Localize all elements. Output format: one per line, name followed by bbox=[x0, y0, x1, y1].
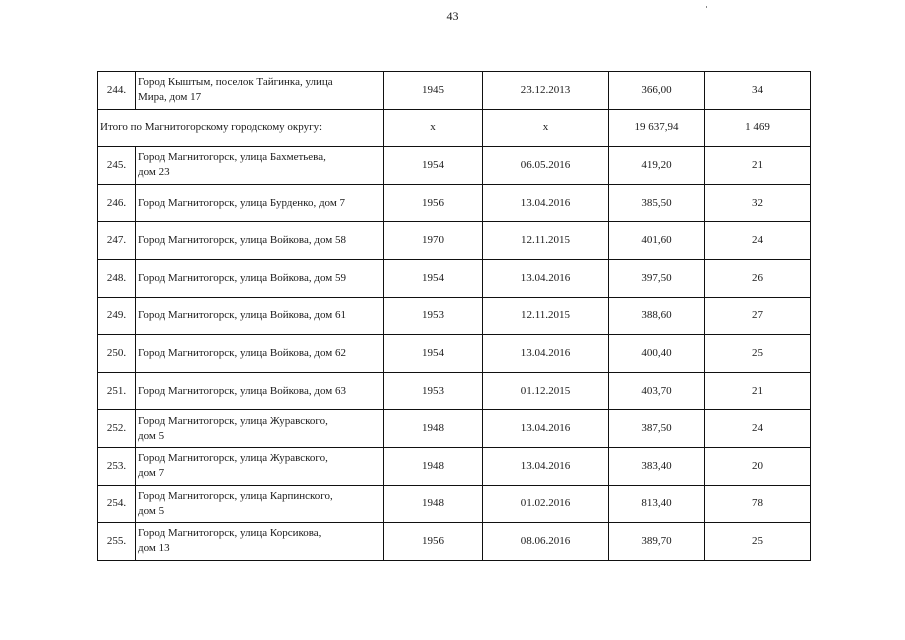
table-row bbox=[98, 485, 811, 523]
count-cell: 32 bbox=[705, 184, 811, 222]
row-number: 245. bbox=[98, 147, 136, 185]
address-line-2: дом 5 bbox=[138, 504, 165, 517]
address-line-1: Город Магнитогорск, улица Корсикова, bbox=[138, 527, 322, 540]
year-cell: х bbox=[384, 109, 483, 147]
row-number: 253. bbox=[98, 447, 136, 485]
area-cell: 403,70 bbox=[609, 372, 705, 410]
date-cell: 13.04.2016 bbox=[483, 335, 609, 373]
date-cell: 01.02.2016 bbox=[483, 485, 609, 523]
count-cell: 21 bbox=[705, 147, 811, 185]
date-cell: 12.11.2015 bbox=[483, 297, 609, 335]
count-cell: 27 bbox=[705, 297, 811, 335]
address-line-1: Город Магнитогорск, улица Бахметьева, bbox=[138, 151, 326, 164]
count-cell: 34 bbox=[705, 72, 811, 110]
page-number: 43 bbox=[446, 9, 459, 23]
address-line-1: Город Магнитогорск, улица Карпинского, bbox=[138, 489, 333, 502]
scan-speck bbox=[706, 6, 707, 8]
year-cell: 1945 bbox=[384, 72, 483, 110]
address-cell bbox=[136, 259, 384, 297]
count-cell: 78 bbox=[705, 485, 811, 523]
year-cell: 1953 bbox=[384, 297, 483, 335]
table-row bbox=[98, 222, 811, 260]
area-cell: 400,40 bbox=[609, 335, 705, 373]
table-row bbox=[98, 297, 811, 335]
area-cell: 387,50 bbox=[609, 410, 705, 448]
row-number: 251. bbox=[98, 372, 136, 410]
address-cell bbox=[136, 447, 384, 485]
row-number: 247. bbox=[98, 222, 136, 260]
area-cell: 389,70 bbox=[609, 523, 705, 561]
date-cell: 01.12.2015 bbox=[483, 372, 609, 410]
address-line-1: Город Магнитогорск, улица Войкова, дом 59 bbox=[138, 271, 346, 284]
row-number: 254. bbox=[98, 485, 136, 523]
address-cell bbox=[136, 297, 384, 335]
count-cell: 24 bbox=[705, 222, 811, 260]
table-row bbox=[98, 72, 811, 110]
row-number: 250. bbox=[98, 335, 136, 373]
address-line-1: Город Магнитогорск, улица Бурденко, дом 7 bbox=[138, 196, 346, 209]
table-row bbox=[98, 335, 811, 373]
count-cell: 25 bbox=[705, 523, 811, 561]
count-cell: 24 bbox=[705, 410, 811, 448]
address-cell bbox=[136, 335, 384, 373]
address-line-2: дом 13 bbox=[138, 542, 170, 555]
address-cell bbox=[136, 72, 384, 110]
area-cell: 397,50 bbox=[609, 259, 705, 297]
address-cell bbox=[136, 485, 384, 523]
address-line-1: Город Кыштым, поселок Тайгинка, улица bbox=[138, 76, 333, 89]
buildings-table bbox=[97, 71, 811, 561]
address-cell bbox=[136, 523, 384, 561]
address-line-1: Город Магнитогорск, улица Войкова, дом 63 bbox=[138, 384, 346, 397]
count-cell: 26 bbox=[705, 259, 811, 297]
address-cell bbox=[136, 184, 384, 222]
year-cell: 1956 bbox=[384, 184, 483, 222]
table-body bbox=[98, 72, 811, 561]
row-number: 249. bbox=[98, 297, 136, 335]
date-cell: х bbox=[483, 109, 609, 147]
table-row bbox=[98, 372, 811, 410]
row-number: 244. bbox=[98, 72, 136, 110]
date-cell: 08.06.2016 bbox=[483, 523, 609, 561]
year-cell: 1956 bbox=[384, 523, 483, 561]
table-row bbox=[98, 259, 811, 297]
count-cell: 25 bbox=[705, 335, 811, 373]
area-cell: 366,00 bbox=[609, 72, 705, 110]
area-cell: 813,40 bbox=[609, 485, 705, 523]
year-cell: 1970 bbox=[384, 222, 483, 260]
date-cell: 23.12.2013 bbox=[483, 72, 609, 110]
address-line-2: дом 5 bbox=[138, 429, 165, 442]
year-cell: 1953 bbox=[384, 372, 483, 410]
year-cell: 1948 bbox=[384, 410, 483, 448]
year-cell: 1948 bbox=[384, 447, 483, 485]
year-cell: 1954 bbox=[384, 259, 483, 297]
year-cell: 1954 bbox=[384, 335, 483, 373]
address-line-1: Город Магнитогорск, улица Журавского, bbox=[138, 414, 328, 427]
area-cell: 385,50 bbox=[609, 184, 705, 222]
address-line-1: Город Магнитогорск, улица Войкова, дом 58 bbox=[138, 234, 346, 247]
address-cell bbox=[136, 410, 384, 448]
address-line-2: Мира, дом 17 bbox=[138, 91, 202, 104]
address-cell bbox=[136, 372, 384, 410]
table-row bbox=[98, 184, 811, 222]
subtotal-label: Итого по Магнитогорскому городскому округу: bbox=[98, 109, 384, 147]
count-cell: 20 bbox=[705, 447, 811, 485]
date-cell: 06.05.2016 bbox=[483, 147, 609, 185]
row-number: 252. bbox=[98, 410, 136, 448]
area-cell: 401,60 bbox=[609, 222, 705, 260]
address-line-1: Город Магнитогорск, улица Войкова, дом 61 bbox=[138, 309, 346, 322]
row-number: 255. bbox=[98, 523, 136, 561]
area-cell: 388,60 bbox=[609, 297, 705, 335]
area-cell: 419,20 bbox=[609, 147, 705, 185]
address-cell bbox=[136, 147, 384, 185]
row-number: 246. bbox=[98, 184, 136, 222]
address-line-1: Город Магнитогорск, улица Войкова, дом 62 bbox=[138, 346, 346, 359]
year-cell: 1954 bbox=[384, 147, 483, 185]
address-line-2: дом 23 bbox=[138, 166, 170, 179]
count-cell: 21 bbox=[705, 372, 811, 410]
date-cell: 12.11.2015 bbox=[483, 222, 609, 260]
subtotal-row bbox=[98, 109, 811, 147]
address-cell bbox=[136, 222, 384, 260]
table-row bbox=[98, 147, 811, 185]
year-cell: 1948 bbox=[384, 485, 483, 523]
table-row bbox=[98, 410, 811, 448]
row-number: 248. bbox=[98, 259, 136, 297]
date-cell: 13.04.2016 bbox=[483, 259, 609, 297]
area-cell: 19 637,94 bbox=[609, 109, 705, 147]
area-cell: 383,40 bbox=[609, 447, 705, 485]
table-row bbox=[98, 447, 811, 485]
table-row bbox=[98, 523, 811, 561]
date-cell: 13.04.2016 bbox=[483, 184, 609, 222]
date-cell: 13.04.2016 bbox=[483, 447, 609, 485]
address-line-2: дом 7 bbox=[138, 467, 165, 480]
address-line-1: Город Магнитогорск, улица Журавского, bbox=[138, 452, 328, 465]
date-cell: 13.04.2016 bbox=[483, 410, 609, 448]
count-cell: 1 469 bbox=[705, 109, 811, 147]
